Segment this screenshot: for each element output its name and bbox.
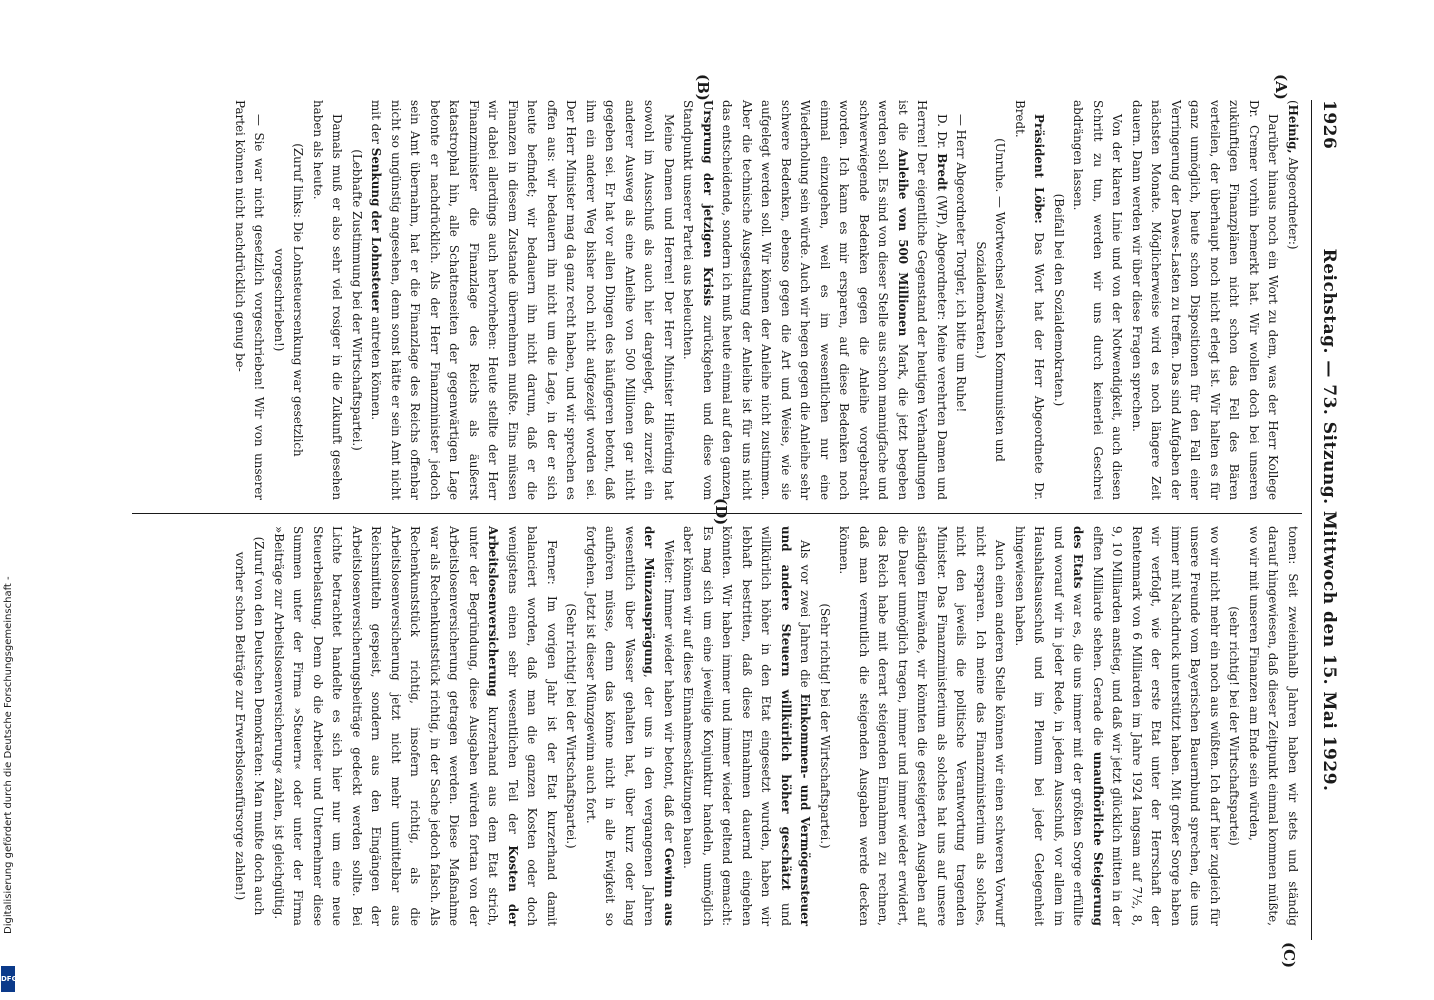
paragraph [678,526,815,926]
speaker-name: Bredt [935,153,949,191]
interjection: (Lebhafte Zustimmung bei der Wirtschaftspartei.) [350,149,364,451]
margin-marker-d: (D) [712,498,730,526]
dfg-logo: DFG [1,966,15,992]
speech-text: zurückgehen und diese vom Standpunkt unserer Partei aus beleuchten. [681,100,715,500]
paragraph [678,100,951,500]
margin-marker-c: (C) [1280,942,1298,969]
emphasis: Anleihe von 500 Millionen [896,148,910,337]
speaker-title: D. Dr. [935,114,949,154]
speech-text: Ferner: Im vorigen Jahr ist der Etat kurzerhand damit balanciert worden, daß man die ganzen Kosten oder doch wenigstens einen sehr wesentlichen Teil der [506,526,559,926]
speech-text: (WP), Abgeordneter: Meine verehrten Damen und Herren! Der eigentliche Gegenstand der heutigen Verhandlungen ist die [896,100,949,500]
paragraph [1010,100,1049,500]
credit-text: Digitalisierung gefördert durch die Deutsche Forschungsgemeinschaft - [3,576,14,934]
paragraph: Damals muß er also sehr viel rosiger in die Zukunft gesehen haben als heute. [311,100,345,500]
speech-text: war es, die uns immer mit der größten Sorge erfüllte und worauf wir in jeder Rede, in jedem Ausschuß, vor allem im Haushaltsausschuß und im Plenum bei jeder Gelegenheit hingewiesen haben. [1013,526,1086,926]
page-header [1311,100,1342,940]
right-column [132,526,1302,926]
left-column [132,100,1302,500]
interjection: (Sehr richtig! bei der Wirtschaftspartei.) [564,603,579,849]
speech-text: und willkürlich höher in den Etat eingesetzt wurden, haben wir lebhaft bestritten, daß diese Einnahmen dauernd eingehen könnten. Wir haben immer und immer wieder geltend gemacht: Es mag sich um eine jeweilige Konjunktur handeln, unmöglich aber können wir auf diese Einnahmeschätzungen bauen. [681,526,793,926]
paragraph [581,526,679,926]
rotated-page [132,74,1342,969]
paragraph: — Sie war nicht gesetzlich vorgeschrieben! Wir von unserer Partei können nicht nachdrücklich genug be- [233,100,267,500]
speech-text: Meine Damen und Herren! Der Herr Minister Hilferding hat sowohl im Ausschuß als auch hier dargelegt, daß zurzeit ein anderer Ausweg als eine Anleihe von 500 Millionen gar nicht gegeben sei. Er hat vor allen Dingen des häufigeren betont, daß ihm ein anderer Weg bisher noch nicht aufgezeigt worden sei. Der Herr Minister mag da ganz recht haben, und wir sprechen es offen aus: wir bedauern ihn nicht um die Lage, in der er sich heute befindet; wir bedauern ihn nicht darum, daß er die Finanzen in diesem Zustande übernehmen mußte. Eins müssen wir dabei allerdings auch hervorheben: Heute stellte der Herr Finanzminister die Finanzlage des Reichs als äußerst katastrophal hin, alle Schattenseiten der gegenwärtigen Lage betonte er nachdrücklich. Als der Herr Finanzminister jedoch sein Amt übernahm, hat er die Finanzlage des Reichs offenbar nicht so ungünstig angesehen, denn sonst hätte er sein Amt nicht mit der [369,100,676,500]
speaker-name: Präsident Löbe: [1032,114,1047,224]
paragraph: — Herr Abgeordneter Torgler, ich bitte um Ruhe! [954,114,969,413]
page-number: 1926 [1319,100,1339,150]
speech-text: Mark, die jetzt begeben werden soll. Es sind von dieser Stelle aus schon mannigfache und schwerwiegende Bedenken gegen die Anleihe vorgebracht worden. Ich kann es mir ersparen, auf diese Bedenken noch einmal einzugehen, weil es im wesentlichen nur eine Wiederholung sein würde. Auch wir hegen gegen die Anleihe sehr schwere Bedenken, ebenso gegen die Art und Weise, wie sie aufgelegt werden soll. Wir können der Anleihe nicht zustimmen. Aber die technische Ausgestaltung der Anleihe ist für uns nicht das entscheidende, sondern ich muß heute einmal auf den ganzen [720,100,910,500]
interjection: (Zuruf links: Die Lohnsteuersenkung war gesetzlich vorgeschrieben!) [272,143,306,457]
speech-text: Weiter: Immer wieder haben wir betont, daß der [662,540,676,848]
margin-marker-b: (B) [694,74,712,101]
page-title: Reichstag. — 73. Sitzung. Mittwoch den 15. Mai 1929. [1319,248,1339,792]
paragraph: (Heinig, Abgeordneter:) [1286,100,1300,250]
paragraph: tonen: Seit zweieinhalb Jahren haben wir stets und ständig darauf hingewiesen, daß dieser Zeitpunkt einmal kommen müßte, wo wir mit unseren Finanzen am Ende sein würden, [1247,526,1300,926]
paragraph [366,100,678,500]
paragraph [269,526,562,926]
interjection: (sehr richtig! bei der Wirtschaftspartei) [1227,606,1242,846]
emphasis: Senkung der Lohnsteuer [369,147,384,313]
speech-text: , der uns in den vergangenen Jahren wesentlich über Wasser gehalten hat, über kurz oder lang aufhören müsse, denn das könne nicht in alle Ewigkeit so fortgehen. Jetzt ist dieser Münzgewinn auch fort. [584,526,657,927]
margin-marker-a: (A) [1272,74,1290,100]
emphasis: Einkommen- und Vermögensteuer und andere Steuern willkürlich höher geschätzt [779,526,813,926]
paragraph [1010,526,1225,926]
speech-text: Das Wort hat der Herr Abgeordnete Dr. Bredt. [1013,100,1047,501]
paragraph: Von der klaren Linie und von der Notwendigkeit, auch diesen Schritt zu tun, werden wir uns durch keinerlei Geschrei abdrängen lassen. [1071,100,1125,500]
emphasis: Ursprung der jetzigen Krisis [701,100,715,307]
emphasis: unaufhörliche Steigerung des Etats [1071,526,1105,926]
interjection: (Beifall bei den Sozialdemokraten.) [1052,193,1066,407]
interjection: (Unruhe. — Wortwechsel zwischen Kommunisten und Sozialdemokraten.) [974,138,1008,462]
speech-text: wo wir nicht mehr ein noch aus wüßten. Ich darf hier zugleich für unsere Freunde vom Bayerischen Bauernbund sprechen, die uns immer mit Nachdruck unterstützt haben. Mit großer Sorge haben wir verfolgt, wie der erste Etat unter der Herrschaft der Rentenmark von 6 Milliarden im Jahre 1924 langsam auf 7½, 8, 9, 10 Milliarden anstieg, und daß wir jetzt glücklich mitten in der elften Milliarde stehen. Gerade die [1091,526,1222,926]
paragraph: Auch einen anderen Stelle können wir einen schweren Vorwurf nicht ersparen. Ich meine das Finanzministerium als solches, nicht den jeweils die politische Verantwortung tragenden Minister. Das Finanzministerium als solches hat uns auf unsere ständigen Einwände, wir könnten die gesteigerten Ausgaben auf die Dauer unmöglich tragen, immer und immer wieder erwidert, das Reich habe mit derart steigenden Einnahmen zu rechnen, daß man vermutlich die steigenden Ausgaben werde decken können. [837,526,1008,926]
paragraph: Darüber hinaus noch ein Wort zu dem, was der Herr Kollege Dr. Cremer vorhin bemerkt hat. Wir wollen doch bei unseren zukünftigen Finanzplänen nicht schon das Fell des Bären verteilen, der überhaupt noch nicht erlegt ist. Wir halten es für ganz unmöglich, heute schon Dispositionen für den Fall einer Verringerung der Dawes-Lasten zu treffen. Das sind Aufgaben der nächsten Monate. Möglicherweise wird es noch längere Zeit dauern. Dann werden wir über diese Fragen sprechen. [1130,100,1281,500]
speech-text: kurzerhand aus dem Etat strich, unter der Begründung, diese Ausgaben würden fortan von der Arbeitslosenversicherung getragen werden. Diese Maßnahme war als Rechenkunststück richtig, in der Sache jedoch falsch. Als Rechenkunststück richtig, insofern richtig, als die Arbeitslosenversicherung jetzt nicht mehr unmittelbar aus Reichsmitteln gespeist, sondern aus den Eingängen der Arbeitslosenversicherungsbeiträge gedeckt werden sollte. Bei Lichte betrachtet handelte es sich hier nur um eine neue Steuerbelastung. Denn ob die Arbeiter und Unternehmer diese Summen unter der Firma »Steuern« oder unter der Firma »Beiträge zur Arbeitslosenversicherung« zahlen, ist gleichgültig. [272,526,501,926]
emphasis: Gewinn aus der Münzausprägung [642,526,676,926]
interjection: (Sehr richtig! bei der Wirtschaftspartei.) [818,603,832,849]
speech-text: Als vor zwei Jahren die [798,540,813,694]
digitization-credit [2,4,16,996]
speech-text: antreten können. [369,312,384,421]
emphasis: Kosten der Arbeitslosenversicherung [486,526,520,926]
speaker-name: Heinig, [1286,104,1300,154]
speaker-role: Abgeordneter:) [1286,153,1300,250]
interjection: (Zuruf von den Deutschen Demokraten: Man mußte doch auch vorher schon Beiträge zur Erwerbslosenfürsorge zahlen!) [233,536,267,916]
